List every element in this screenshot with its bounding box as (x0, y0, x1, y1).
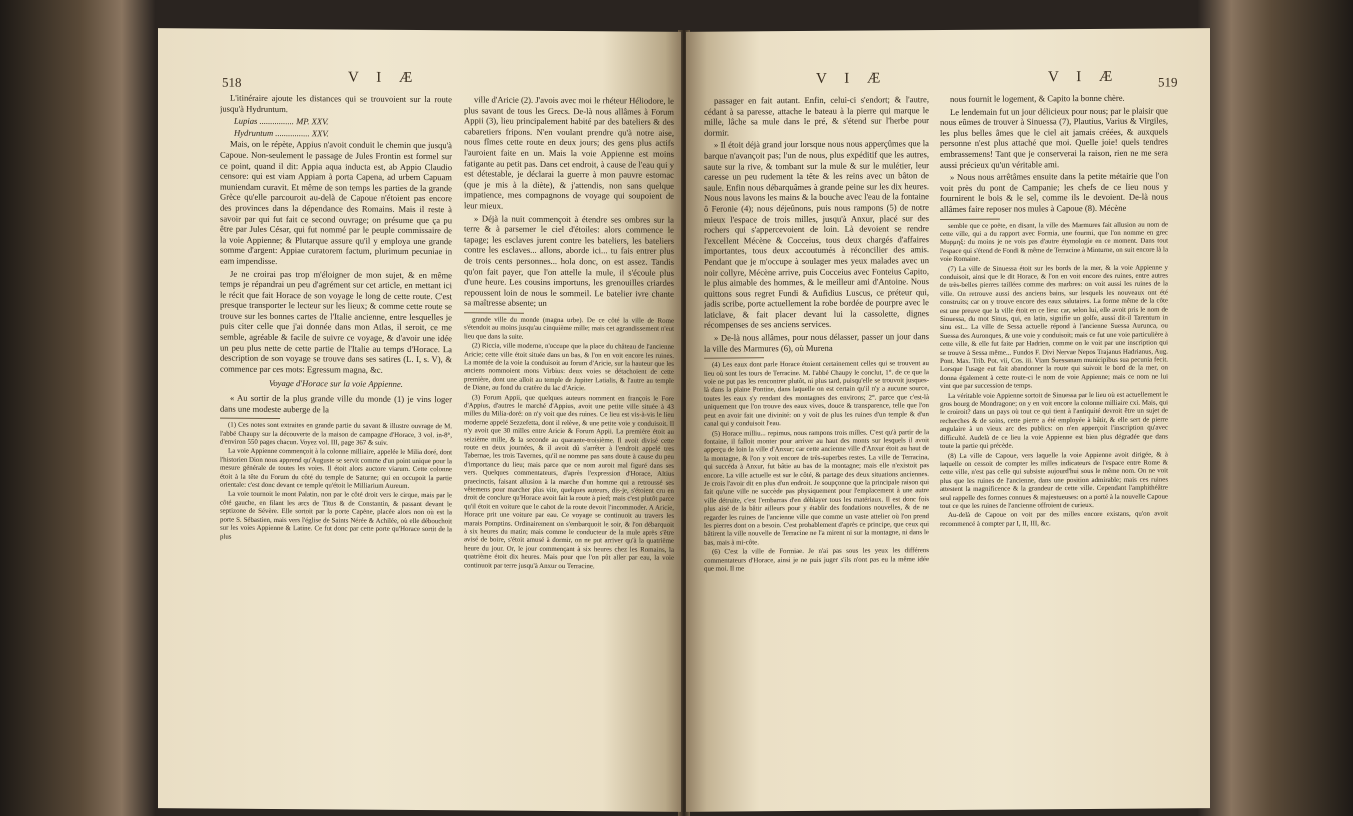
footnote: La voie Appienne commençoit à la colonne milliaire, appelée le Milia doré, dont l'historien Dion nous apprend qu'Auguste se servit comme d'un point unique pour la mesure générale de toutes les voies. Il étoit alors auctore viarum. Cette colonne étoit à la tête du Forum du côté du temple de Saturne; qui en occupoit la partie orientale: c'est donc devant ce temple qu'étoit le Milliarium Aureum. (220, 448, 452, 490)
footnotes (220, 422, 452, 543)
paragraph: « Au sortir de la plus grande ville du monde (1) je vins loger dans une modeste auberge de la (220, 392, 452, 414)
running-head: V I Æ (348, 69, 420, 86)
footnote-rule (220, 418, 280, 419)
paragraph: » De-là nous allâmes, pour nous délasser, passer un jour dans la ville des Marmures (6), où Murena (704, 331, 929, 354)
footnote-rule (940, 218, 1000, 219)
page-number: 519 (1158, 74, 1178, 90)
itinerary-entry: Hydruntum ................ XXV. (234, 127, 329, 139)
paragraph: » Il étoit déjà grand jour lorsque nous nous apperçûmes que la barque n'avançoit pas; l'un de nous, plus expéditif que les autres, saute sur la rive, & tombant sur la mule & sur le mulétier, leur caresse un peu rudement la tête & les reins avec un bâton de saule. Enfin nous débarquâmes à grande peine sur les dix heures. Nous nous lavons les mains & la bouche avec l'eau de la fontaine ô Feronie (4); nous déjeûnons, puis nous rampons (5) de notre mieux l'espace de trois milles, jusqu'à Anxur, placé sur des rochers qui s'appercevoient de loin. Là devoient se rendre l'excellent Mécène & Cocceius, tous deux chargés d'affaires importantes, tous deux accoutumés à réconcilier des amis. Pendant que je m'occupe à soulager mes yeux malades avec un noir collyre, Mécène arrive, puis Cocceius avec Fonteius Capito, le plus aimable des hommes, & le meilleur ami d'Antoine. Nous quittons sous regret Fundi & Aufidius Luscus, ce préteur qui, jadis scribe, porte actuellement la robe bordée de pourpre avec le laticlave, & fait placer devant lui la cassolette, dignes récompenses de ses anciens services. (704, 138, 929, 331)
page-number: 518 (222, 74, 242, 90)
footnote: (5) Horace milliu... repimus, nous rampons trois milles. C'est qu'à partir de la fontaine, il falloit monter pour arriver au haut des monts sur lesquels il avoit apperçu de loin la ville d'Anxur; car cette ancienne ville d'Anxur étoit au haut de la montagne, & l'on y voit encore de très-superbes restes. La ville de Terracina, qui succéda à Anxur, fut bâtie au bas de la montagne; mais elle n'existoit pas encore. La ville actuelle est sur le côté, & partage des deux situations anciennes. Je crois l'avoir dit en plus d'un endroit. Je soupçonne que la principale raison qui fait qu'une ville ne succède pas physiquement pour l'emplacement à une autre ville détruite, c'est l'embarras d'en déblayer tous les matériaux. Il est donc fois plus aisé de la bâtir ailleurs pour y établir des fondations nouvelles, & de ne regarder les ruines de l'ancienne ville que comme un vaste attelier où l'on prend les pierres dont on a besoin. C'est probablement d'après ce principe, que ceux qui bâtirent la ville nouvelle de Terracine ne l'a mirent ni sur la montagne, ni dans le bas, mais à mi-côte. (704, 428, 929, 547)
footnote-rule (464, 312, 524, 313)
footnote: (2) Riccia, ville moderne, n'occupe que la place du château de l'ancienne Aricie; cette ville étoit située dans un bas, & l'on en voit encore les ruines. La montée de la voie la conduisoit au forum d'Aricie, sur la hauteur que les anciens nommoient mons Virbius: deux voies se détachoient de cette première, dont une alloit au temple de Jupiter Latialis, & l'autre au temple de Diane, au fond du cratère du lac d'Aricie. (464, 342, 674, 393)
paragraph: » Nous nous arrêtâmes ensuite dans la petite métairie que l'on voit près du pont de Campanie; les chefs de ce lieu nous y fournirent le bois & le sel, comme ils le devoient. De-là nous allâmes faire reposer nos mules à Capoue (8). Mécène (940, 170, 1168, 214)
paragraph: ville d'Aricie (2). J'avois avec moi le rhéteur Héliodore, le plus savant de tous les Grecs. De-là nous allâmes à Forum Appii (3), lieu principalement habité par des bateliers & des cabaretiers fripons. N'en voulant prendre qu'à notre aise, nous fîmes cette route en deux jours; des gens plus actifs l'auroient faite en un. Mais la voie Appienne est moins fatigante au petit pas. Dans cet endroit, à cause de l'eau qui y est détestable, je déclarai la guerre à mon pauvre estomac (que je mis à la diète), & j'attendis, non sans quelque impatience, mes compagnons de voyage qui soupoient de leur mieux. (464, 94, 674, 211)
running-head: V I Æ (1048, 68, 1120, 86)
footnote: (4) Les eaux dont parle Horace étoient certainement celles qui se trouvent au lieu où sont les tours de Terracine. M. l'abbé Chaupy le conclut, 1°. de ce que la voie ne put pas les rencontrer plutôt, ni plus tard, puisqu'elle se trouvoit jusques-là dans la plaine Pontine, dans laquelle on est certain qu'il n'y a aucune source, toutes les eaux s'y rendant des montagnes des environs; 2°. parce que c'est-là uniquement que l'on trouve des eaux vives, douce & transparence, telle que l'on peut en avoir fait une divinité: on y voit de plus les ruines d'un temple & d'un canal qui y conduisoit l'eau. (704, 360, 929, 428)
footnote: (3) Forum Appii, que quelques auteurs nomment en françois le Fore d'Appius, d'autres le marché d'Appius, avoit une petite ville située à 43 milles du Milia-doré: on n'y voit que des ruines. Ce lieu est vis-à-vis le lieu moderne appelé Sezzefetta, dont il relève, & une petite voie y conduisoit. Il n'y avoit que 30 milles entre Aricie & Forum Appii. La première étoit au seizième mille, & la seconde au quarante-troisième. Il avoit divisé cette route en deux journées, & il avoit dû s'arrêter à l'endroit appelé tres Tabernae, les trois Tavernes, qu'il ne nomme pas sans doute à cause du peu d'importance du lieu; mais parce que ce nom auroit mal figuré dans ses vers. Quelques commentateurs, d'après l'expression d'Horace, Altius praecinctis, faisant allusion à la marche d'un homme qui a retroussé ses vêtemens pour marcher plus vite, quelques auteurs, dis-je, s'étoient cru en droit de conclure qu'Horace avoit fait la route à pied; mais c'est plutôt parce qu'il étoit en voiture que le cahot de la route devoit l'incommoder. A Aricie, Horace prit une voiture par eau. Ce voyage se continuoit au travers les marais Pomptins. Ordinairement on s'embarquoit le soir, & l'on débarquoit à six heures du matin; mais comme le conducteur de la mule après s'être avisé de boire, s'étoit amusé à dormir, on ne put arriver qu'à la quatrième heure du jour. Or, le jour commençant à six heures chez les Romains, la quatrième étoit dix heures. Mais pour que l'on pût aller par eau, la voie continuoit par terre jusqu'à Anxur ou Terracine. (464, 393, 674, 570)
footnote: (7) La ville de Sinuessa étoit sur les bords de la mer, & la voie Appienne y conduisoit, ainsi que le dit Horace, & l'on en voit encore des ruines, entre autres de très-belles pierres taillées comme des marbres: on voit aussi les ruines de la ville. On retrouve aussi des anciens bains, sur lesquels les nouveaux ont été construits; car on y trouve encore des eaux salutaires. La forme même de la côte est une preuve que la ville étoit en ce lieu: car, selon lui, elle avoit pris le nom de Sinuessa, du mot Sinus, qui, en latin, signifie un golfe, aussi dit-il Tarentum in sinu est... La ville de Sessa actuelle répond à l'ancienne Suessa Aurunca, ou Suessa des Auronques, & une voie y conduisoit; mais ce fut une voie particulière à cette ville, & elle fut faite par Hadrien, comme on le voit par une inscription qui se trouve à Sessa même... Fundos F. Divi Nervae Nepos Trajanus Hadrianus, Aug. Pont. Max. Trib. Pot. vii, Cos. iii. Viam Suessanam municipibus sua pecunia fecit. Lorsque l'usage eut fait abandonner la route qui suivoit le bord de la mer, on donna également à cette route-ci le nom de voie Appienne; mais ce nom ne lui vint que par succession de temps. (940, 264, 1168, 391)
footnotes (940, 221, 1168, 529)
footnote: La voie tournoit le mont Palatin, non par le côté droit vers le cirque, mais par le côté gauche, en filant les arcs de Titus & de Constantin, & passant devant le septizone de Sévère. Elle sortoit par la porte Capène, placée alors non où est la porte S. Sébastien, mais vers l'église de Saints Nérée & Achilée, où elle débouchoit sur les voies Appienne & Latine. Ce fut donc par cette porte qu'Horace sortit de la plus (220, 491, 452, 541)
footnote-rule (704, 358, 764, 359)
footnote: grande ville du monde (magna urbe). De ce côté la ville de Rome s'étendoit au moins jusqu'au cinquième mille; mais cet agrandissement n'eut lieu que dans la suite. (464, 316, 674, 341)
paragraph: » Déjà la nuit commençoit à étendre ses ombres sur la terre & à parsemer le ciel d'étoiles: alors commence le tapage; les esclaves jurent contre les bateliers, les bateliers contre les esclaves... allons, aborde ici... tu fais entrer plus de trois cents personnes... hola donc, on est assez. Tandis qu'on fait payer, que l'on attelle la mule, il s'écoule plus d'une heure. Les cousins importuns, les grenouilles criardes repoussent loin de nous le sommeil. Le batelier ivre chante sa maîtresse absente; un (464, 212, 674, 309)
footnote: (8) La ville de Capoue, vers laquelle la voie Appienne avoit dirigée, & à laquelle on cessoit de compter les milles indicateurs de l'espace entre Rome & cette ville, n'est pas celle qui subsiste aujourd'hui sous le même nom. On ne voit plus que les ruines de l'ancienne, dans une position admirable; mais ces ruines attestent la magnificence & la grandeur de cette ville. Cependant l'amphithéâtre seul rappelle des formes connues & majestueuses: on a porté à la nouvelle Capoue tout ce que les ruines de l'ancienne offroient de curieux. (940, 450, 1168, 510)
paragraph: L'itinéraire ajoute les distances qui se trouvoient sur la route jusqu'à Hydruntum. (220, 92, 452, 114)
running-head: V I Æ (816, 70, 888, 87)
left-column-1 (220, 93, 452, 545)
paragraph: Je ne croirai pas trop m'éloigner de mon sujet, & en même temps je répandrai un peu d'agrément sur cet article, en mettant ici le récit que fait Horace de son voyage le long de cette route. C'est presque transporter le lecteur sur les lieux; & comme cette route se trouve sur les bonnes cartes de l'Italie ancienne, entre lesquelles je puis citer celle que j'ai donnée dans mon Atlas, il seroit, ce me semble, agréable & facile de suivre ce voyage, & d'avoir une idée un peu plus nette de cette partie de l'Italie au temps d'Horace. La description de son voyage se trouve dans ses satires (L. I, s. V), & commence par ces mots: Egressum magna, &c. (220, 268, 452, 375)
right-page (686, 28, 1210, 812)
right-column-1 (704, 94, 929, 575)
left-column-2 (464, 94, 674, 573)
left-page (158, 28, 681, 812)
paragraph: nous fournit le logement, & Capito la bonne chère. (950, 92, 1125, 104)
paragraph: Le lendemain fut un jour délicieux pour nous; par le plaisir que nous eûmes de trouver à Sinuessa (7), Plautius, Varius & Virgiles, les plus belles âmes que le ciel ait jamais créées, & auxquels personne n'est plus attaché que moi. Quelle joie! quels tendres embrassemens! Tant que je conserverai la raison, rien ne me sera aussi précieux qu'un véritable ami. (940, 105, 1168, 170)
footnote: (6) C'est la ville de Formiae. Je n'ai pas sous les yeux les différens commentateurs d'Horace, ainsi je ne puis juger s'ils n'ont pas eu la même idée que moi. Il me (704, 547, 929, 573)
right-column-2 (940, 92, 1168, 530)
footnote: La véritable voie Appienne sortoit de Sinuessa par le lieu où est actuellement le gros bourg de Mondragone; on y en voit encore la colonne milliaire cxi. Mais, qui le croiroit? dans un pays où tout ce qui tient à l'antiquité devroit être un sujet de recherches & de soins, cette pierre a été employée à bâtir, & elle sert de pierre angulaire à un vieux arc des publics: on n'en apperçoit l'inscription qu'avec difficulté. Audelà de ce lieu la voie Appienne est bien plus dégradée que dans toute la partie qui précède. (940, 391, 1168, 451)
section-heading: Voyage d'Horace sur la voie Appienne. (269, 378, 403, 390)
paragraph: Mais, on le répète, Appius n'avoit conduit le chemin que jusqu'à Capoue. Non-seulement le passage de Jules Frontin est formel sur ce point, quand il dit: Appia aqua inducta est, ab Appio Claudio censore: qui est viam Appiam à porta Capena, ad urbem Capuam muniendam curavit. Et même de son temps les parties de la grande Grèce qu'elle parcouroit au-delà de Capoue n'étoient pas encore des provinces dans la dépendance des Romains. Mais il reste à savoir par qui fut fait ce second ouvrage; on présume que ça pu être par Jules César, qui fut nommé par le peuple commissaire de la voie Appienne; & Plutarque assure qu'il y employa une grande somme d'argent: Appiae curatorem factum, plurimum pecuniae in eam impendisse. (220, 139, 452, 266)
itinerary-entry: Lupias ................ MP. XXV. (234, 115, 329, 127)
footnotes (704, 360, 929, 574)
footnote: semble que ce poète, en disant, la ville des Marmures fait allusion au nom de cette ville, qui a du rapport avec Formia, une fourmi, que l'on nomme en grec Μυρμηξ: du moins je ne vois pas d'autre étymologie en ce moment. Dans tout l'espace qui s'étend de Fondi & même de Terracine à Minturne, on suit encore là la voie Romaine. (940, 220, 1168, 264)
footnote: Au-delà de Capoue on voit par des milles encore existans, qu'on avoit recommencé à compter par I, II, III, &c. (940, 510, 1168, 528)
paragraph: passager en fait autant. Enfin, celui-ci s'endort; & l'autre, cédant à sa paresse, attache le bateau à la pierre qui marque le mille, lâche sa mule dans le pré, & s'étend sur l'herbe pour dormir. (704, 94, 929, 138)
footnotes (464, 316, 674, 572)
footnote: (1) Ces notes sont extraites en grande partie du savant & illustre ouvrage de M. l'abbé Chaupy sur la découverte de la maison de campagne d'Horace, 3 vol. in-8°, d'environ 550 pages chacun. Voyez vol. III, page 367 & suiv. (220, 421, 452, 447)
